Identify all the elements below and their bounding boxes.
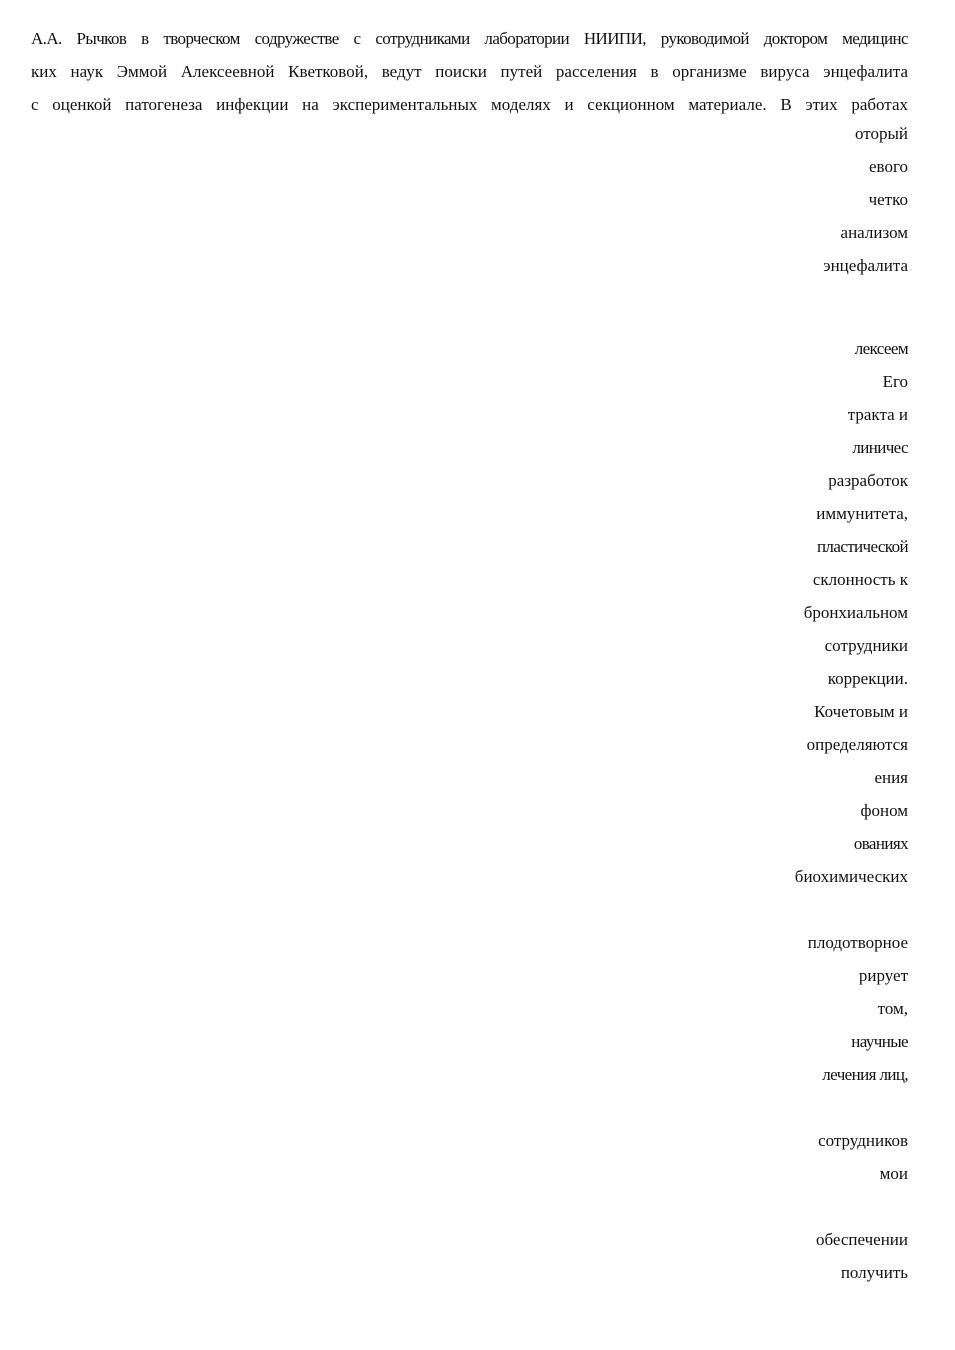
paragraph-line: А.А. Рычков в творческом содружестве с сотрудниками лаборатории НИИПИ, руководимой доктором медицинс xyxy=(31,29,908,48)
text-fragment: евого xyxy=(868,157,908,176)
text-fragment: разработок xyxy=(828,471,908,490)
text-fragment: бронхиальном xyxy=(803,603,908,622)
text-fragment: лечения лиц, xyxy=(822,1065,908,1084)
text-fragment: Кочетовым и xyxy=(814,702,908,721)
text-fragment: получить xyxy=(840,1263,908,1282)
text-fragment: биохимических xyxy=(794,867,908,886)
text-fragment: энцефалита xyxy=(823,256,908,275)
text-fragment: плодотворное xyxy=(807,933,908,952)
text-fragment: линичес xyxy=(852,438,908,457)
text-fragment: ения xyxy=(874,768,908,787)
text-fragment: ованиях xyxy=(853,834,908,853)
text-fragment: обеспечении xyxy=(815,1230,908,1249)
text-fragment: том, xyxy=(877,999,908,1018)
body-paragraph xyxy=(31,22,908,121)
text-fragment: рирует xyxy=(858,966,908,985)
text-fragment: фоном xyxy=(860,801,908,820)
text-fragment: мои xyxy=(879,1164,908,1183)
text-fragment: пластической xyxy=(816,537,908,556)
text-fragment: Его xyxy=(882,372,908,391)
text-fragment: коррекции. xyxy=(827,669,908,688)
text-fragment: анализом xyxy=(840,223,908,242)
text-fragment: оторый xyxy=(854,124,908,143)
text-fragment: склонность к xyxy=(812,570,908,589)
text-fragment: тракта и xyxy=(847,405,908,424)
paragraph-line: с оценкой патогенеза инфекции на экспериментальных моделях и секционном материале. В этих работах xyxy=(31,95,908,114)
text-fragment: иммунитета, xyxy=(816,504,908,523)
text-fragment: четко xyxy=(868,190,908,209)
text-fragment: сотрудников xyxy=(818,1131,908,1150)
text-fragment: сотрудники xyxy=(824,636,908,655)
text-fragment: научные xyxy=(851,1032,908,1051)
paragraph-line: ких наук Эммой Алексеевной Кветковой, ведут поиски путей расселения в организме вируса энцефалита xyxy=(31,62,908,81)
text-fragment: лексеем xyxy=(854,339,908,358)
text-fragment: определяются xyxy=(806,735,908,754)
